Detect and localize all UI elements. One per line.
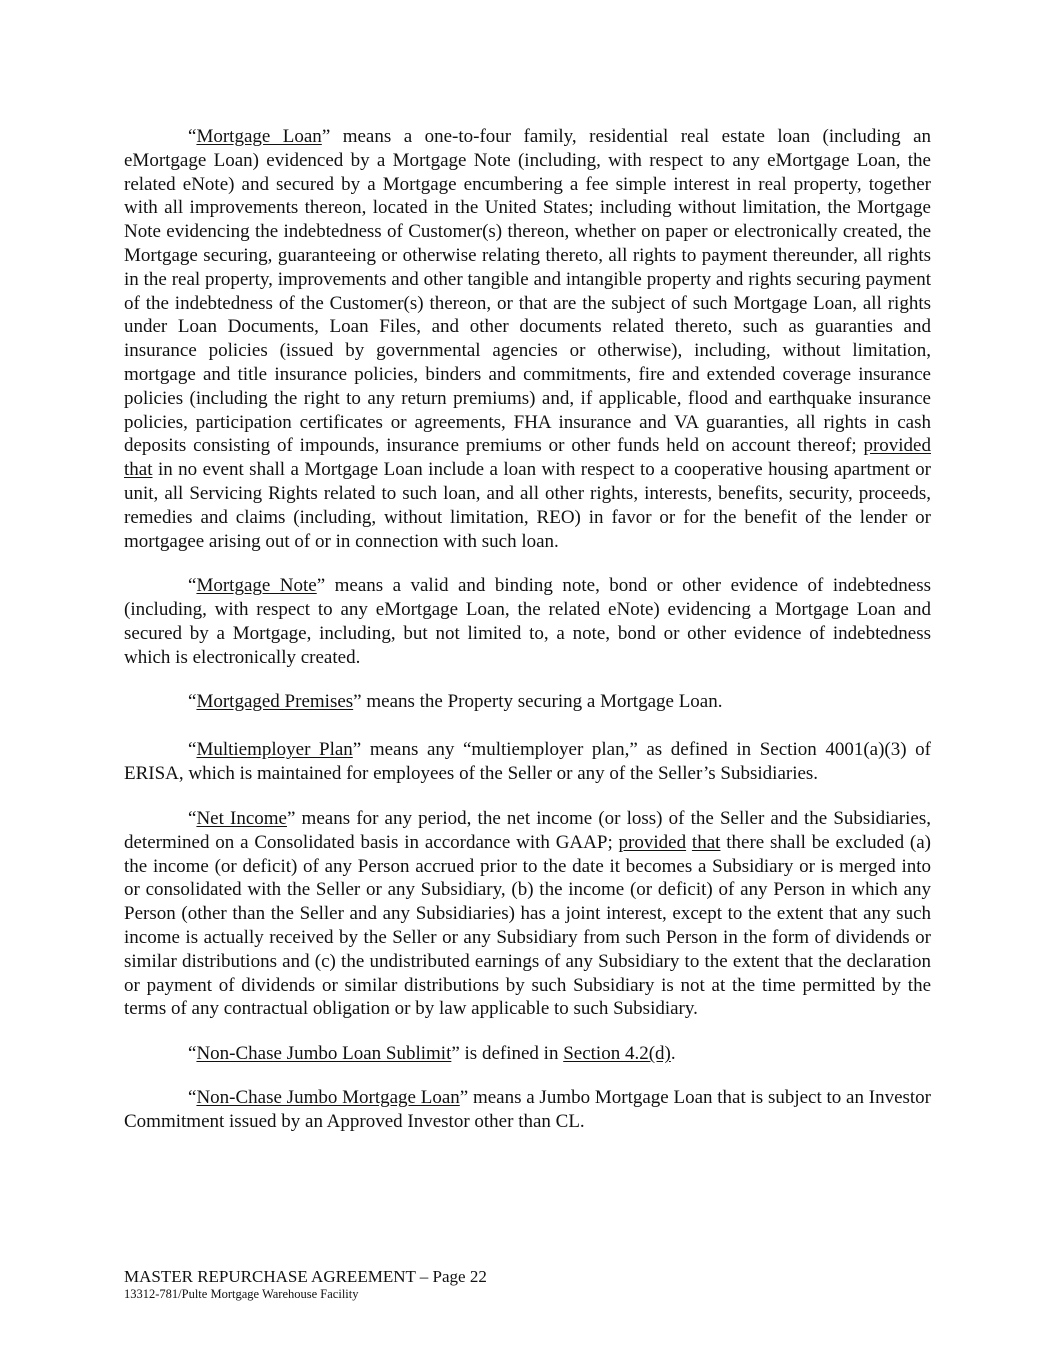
footer-title: MASTER REPURCHASE AGREEMENT – Page 22: [124, 1267, 487, 1286]
page-footer: [124, 1267, 487, 1302]
definition-non-chase-jumbo-mortgage-loan: “Non-Chase Jumbo Mortgage Loan” means a Jumbo Mortgage Loan that is subject to an Investor Commitment issued by an Approved Investor other than CL.: [124, 1086, 932, 1132]
defined-term: Net Income: [196, 807, 287, 829]
defined-term: Non-Chase Jumbo Loan Sublimit: [196, 1043, 452, 1065]
defined-term: Mortgage Loan: [196, 126, 322, 147]
definition-net-income: “Net Income” means for any period, the net income (or loss) of the Seller and the Subsidiaries, determined on a Consolidated basis in accordance with GAAP; provided that there shall be excluded (a) the income (or deficit) of any Person accrued prior to the date it becomes a Subsidiary or is merged into or consolidated with the Seller or any Subsidiary, (b) the income (or deficit) of any Person in which any Person (other than the Seller and any Subsidiaries) has a joint interest, except to the extent that any such income is actually received by the Seller or any Subsidiary from such Person in the form of dividends or similar distributions and (c) the undistributed earnings of any Subsidiary to the extent that the declaration or payment of dividends or similar distributions by such Subsidiary is not at the time permitted by the terms of any contractual obligation or by law applicable to such Subsidiary.: [124, 807, 931, 1020]
defined-term: Mortgaged Premises: [196, 690, 354, 712]
footer-reference: 13312-781/Pulte Mortgage Warehouse Facility: [124, 1287, 359, 1301]
definition-multiemployer-plan: “Multiemployer Plan” means any “multiemployer plan,” as defined in Section 4001(a)(3) of ERISA, which is maintained for employees of the Seller or any of the Seller’s Subsidiaries.: [124, 739, 931, 785]
definition-mortgage-note: “Mortgage Note” means a valid and binding note, bond or other evidence of indebtedness (including, with respect to any eMortgage Loan, the related eNote) evidencing a Mortgage Loan and secured by a Mortgage, including, but not limited to, a note, bond or other evidence of indebtedness which is electronically created.: [124, 575, 931, 668]
definition-non-chase-jumbo-loan-sublimit: “Non-Chase Jumbo Loan Sublimit” is defined in Section 4.2(d).: [188, 1043, 676, 1065]
defined-term: Mortgage Note: [196, 575, 317, 597]
emphasis-that: that: [124, 459, 153, 481]
document-body: [124, 125, 931, 1155]
emphasis-provided: provided: [863, 435, 931, 457]
definition-mortgage-loan: “Mortgage Loan” means a one-to-four family, residential real estate loan (including an eMortgage Loan) evidenced by a Mortgage Note (including, with respect to any eMortgage Loan, the related eNote) and secured by a Mortgage encumbering a fee simple interest in real property, together with all improvements thereon, located in the United States; including without limitation, the Mortgage Note evidencing the indebtedness of Customer(s) thereon, whether on paper or electronically created, the Mortgage securing, guaranteeing or otherwise relating thereto, all rights to payment thereunder, all rights in the real property, improvements and other tangible and intangible property and rights securing payment of the indebtedness of the Customer(s) thereon, or that are the subject of such Mortgage Loan, all rights under Loan Documents, Loan Files, and other documents related thereto, such as guaranties and insurance policies (issued by governmental agencies or otherwise), including, without limitation, mortgage and title insurance policies, binders and commitments, fire and extended coverage insurance policies (including the right to any return premiums) and, if applicable, flood and earthquake insurance policies, participation certificates or agreements, FHA insurance and VA guaranties, all rights in cash deposits consisting of impounds, insurance premiums or other funds held on account thereof; provided that in no event shall a Mortgage Loan include a loan with respect to a cooperative housing apartment or unit, all Servicing Rights related to such loan, and all other rights, interests, benefits, security, proceeds, remedies and claims (including, without limitation, REO) in favor or for the benefit of the lender or mortgagee arising out of or in connection with such loan.: [124, 126, 932, 552]
section-reference: Section 4.2(d): [563, 1043, 671, 1065]
emphasis-that: that: [691, 831, 721, 853]
defined-term: Multiemployer Plan: [196, 739, 353, 761]
definition-mortgaged-premises: “Mortgaged Premises” means the Property securing a Mortgage Loan.: [188, 690, 723, 712]
defined-term: Non-Chase Jumbo Mortgage Loan: [196, 1086, 460, 1108]
emphasis-provided: provided: [618, 831, 687, 853]
